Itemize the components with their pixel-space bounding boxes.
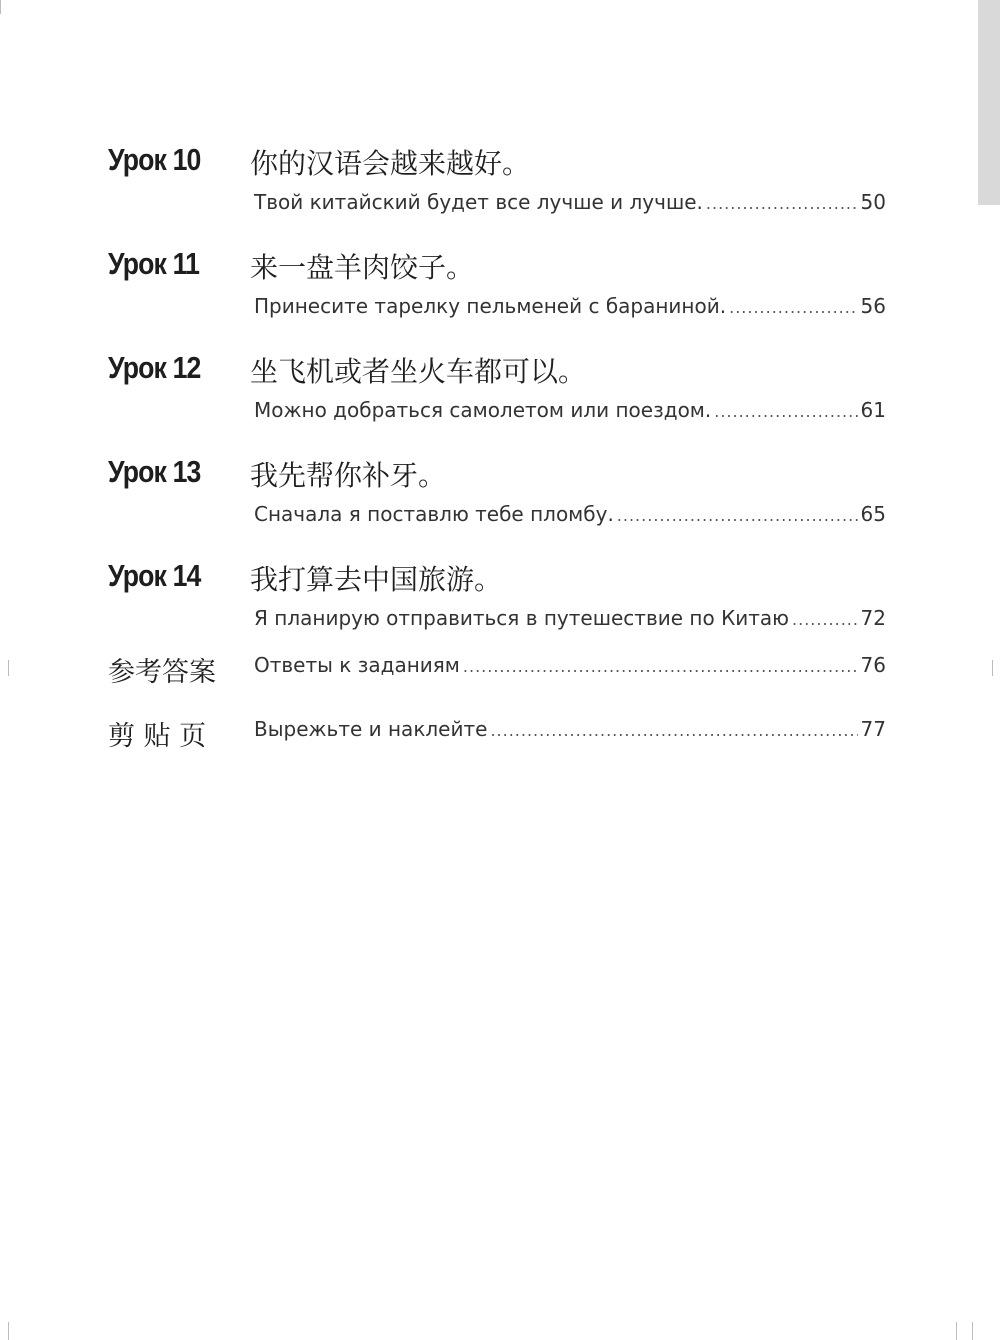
lesson-number: Урок 10 [108,142,201,177]
leader-dots [714,402,857,421]
toc-entry-link[interactable] [254,294,886,324]
lesson-chinese-title: 我打算去中国旅游。 [250,563,503,596]
page-number: 77 [860,717,886,741]
lesson-number: Урок 12 [108,350,201,385]
toc-entry-link[interactable] [254,502,886,532]
page-number: 56 [860,294,886,318]
page-number: 72 [860,606,886,630]
lesson-chinese-title: 我先帮你补牙。 [250,459,447,492]
lesson-chinese-title: 坐飞机或者坐火车都可以。 [250,355,587,388]
lesson-russian-title: Сначала я поставлю тебе пломбу. [254,502,614,526]
toc-lesson-12 [108,346,898,450]
crop-mark-bottom-left [8,1322,9,1340]
toc-entry-link[interactable] [254,398,886,428]
crop-mark-bottom-right-b [972,1322,973,1340]
lesson-russian-title: Твой китайский будет все лучше и лучше. [254,190,703,214]
lesson-number: Урок 13 [108,454,201,489]
section-russian-title: Ответы к заданиям [254,653,460,677]
toc-answers [108,650,898,714]
section-russian-title: Вырежьте и наклейте [254,717,488,741]
toc-lesson-11 [108,242,898,346]
crop-mark-top-left [0,0,1,14]
lesson-number: Урок 11 [108,246,200,281]
leader-dots [463,657,858,676]
leader-dots [729,298,857,317]
table-of-contents [108,138,898,778]
page-number: 76 [860,653,886,677]
page-number: 61 [860,398,886,422]
section-chinese-title: 剪 贴 页 [108,721,207,752]
toc-lesson-13 [108,450,898,554]
page-number: 65 [860,502,886,526]
toc-entry-link[interactable] [254,653,886,683]
lesson-russian-title: Принесите тарелку пельменей с бараниной. [254,294,727,318]
toc-lesson-10 [108,138,898,242]
toc-lesson-14 [108,554,898,650]
side-tab-marker [978,0,1000,205]
toc-entry-link[interactable] [254,717,886,747]
section-chinese-title: 参考答案 [108,657,216,688]
crop-mark-right-middle [992,660,993,676]
lesson-number: Урок 14 [108,558,201,593]
toc-entry-link[interactable] [254,606,886,636]
leader-dots [792,610,858,629]
toc-cut-paste [108,714,898,778]
lesson-chinese-title: 来一盘羊肉饺子。 [250,251,475,284]
lesson-chinese-title: 你的汉语会越来越好。 [250,147,531,180]
lesson-russian-title: Можно добраться самолетом или поездом. [254,398,712,422]
leader-dots [617,506,858,525]
leader-dots [706,194,858,213]
lesson-russian-title: Я планирую отправиться в путешествие по Китаю [254,606,790,630]
crop-mark-left-middle [8,660,9,676]
toc-entry-link[interactable] [254,190,886,220]
leader-dots [490,721,857,740]
crop-mark-bottom-right-a [956,1322,957,1340]
page-number: 50 [860,190,886,214]
